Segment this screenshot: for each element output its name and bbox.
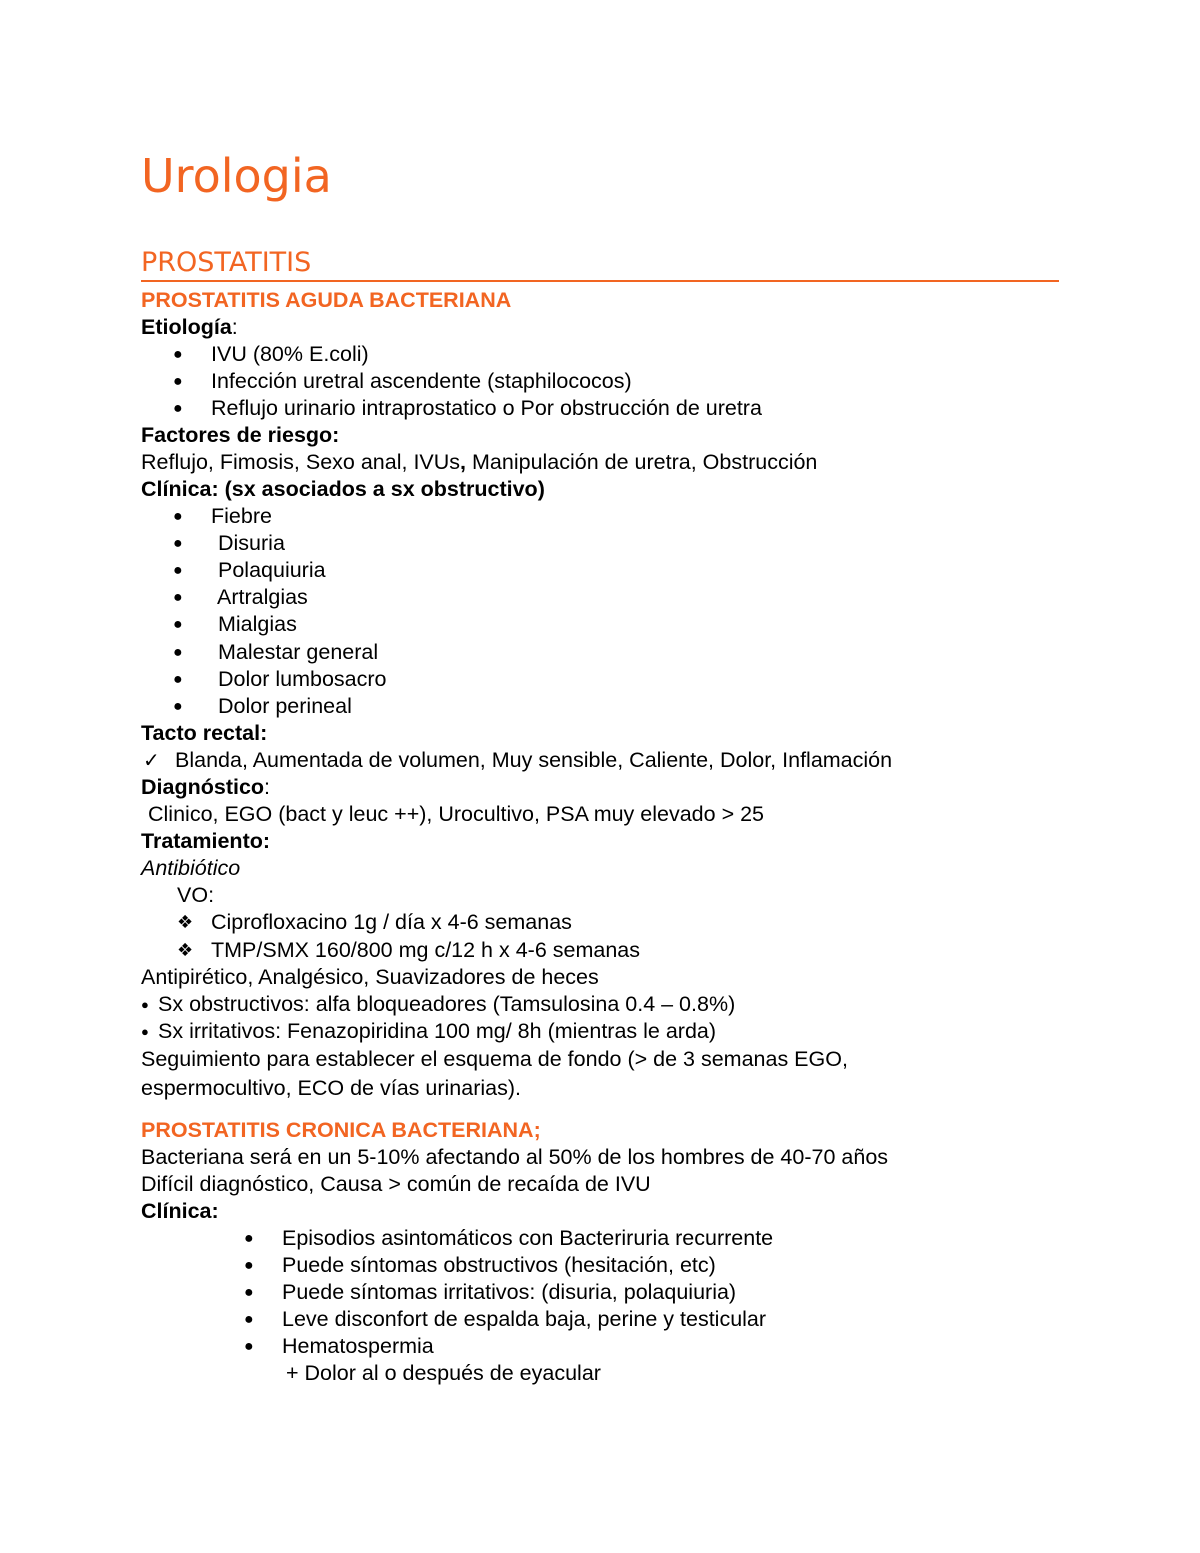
diagnostico-line [141, 774, 270, 801]
bullet-icon: ● [173, 644, 183, 661]
factores-text-a: Reflujo, Fimosis, Sexo anal, IVUs [141, 450, 461, 474]
subheading-aguda: PROSTATITIS AGUDA BACTERIANA [141, 288, 512, 312]
list-item: Leve disconfort de espalda baja, perine y testicular [282, 1307, 767, 1331]
list-item: Infección uretral ascendente (staphilococos) [211, 369, 632, 393]
list-item: Dolor perineal [218, 694, 352, 718]
bullet-icon: ● [244, 1284, 254, 1301]
list-item: Ciprofloxacino 1g / día x 4-6 semanas [211, 910, 572, 934]
bullet-icon: ● [141, 997, 149, 1012]
factores-comma: , [460, 450, 467, 474]
bullet-icon: ● [173, 589, 183, 606]
factores-text-b: Manipulación de uretra, Obstrucción [466, 450, 818, 474]
bullet-icon: ● [173, 562, 183, 579]
factores-label: Factores de riesgo: [141, 423, 340, 447]
list-item: Artralgias [217, 585, 308, 609]
checkmark-icon: ✓ [143, 748, 160, 772]
list-item: Reflujo urinario intraprostatico o Por obstrucción de uretra [211, 396, 762, 420]
tacto-text: Blanda, Aumentada de volumen, Muy sensible, Caliente, Dolor, Inflamación [175, 748, 893, 772]
tratamiento-label: Tratamiento: [141, 829, 271, 853]
bullet-icon: ● [173, 535, 183, 552]
bullet-icon: ● [173, 346, 183, 363]
list-item: Hematospermia [282, 1334, 434, 1358]
bullet-icon: ● [173, 373, 183, 390]
bullet-icon: ● [173, 698, 183, 715]
list-item: Puede síntomas obstructivos (hesitación, etc) [282, 1253, 716, 1277]
list-item: IVU (80% E.coli) [211, 342, 369, 366]
diagnostico-text: Clinico, EGO (bact y leuc ++), Urocultivo, PSA muy elevado > 25 [148, 802, 765, 826]
list-item: Episodios asintomáticos con Bacteriruria recurrente [282, 1226, 774, 1250]
bullet-icon: ● [244, 1230, 254, 1247]
list-item: Mialgias [218, 612, 297, 636]
bullet-icon: ● [244, 1338, 254, 1355]
diamond-bullet-icon: ❖ [177, 912, 194, 933]
list-item: Sx irritativos: Fenazopiridina 100 mg/ 8h (mientras le arda) [158, 1019, 717, 1043]
factores-text [141, 449, 817, 476]
bullet-icon: ● [173, 508, 183, 525]
seguimiento-line-2: espermocultivo, ECO de vías urinarias). [141, 1076, 521, 1100]
tacto-label: Tacto rectal: [141, 721, 268, 745]
list-item: TMP/SMX 160/800 mg c/12 h x 4-6 semanas [211, 938, 641, 962]
cronica-extra: + Dolor al o después de eyacular [286, 1361, 601, 1385]
list-item: Malestar general [218, 640, 379, 664]
antibiotico-text: Antibiótico [141, 856, 241, 880]
cronica-line-1: Bacteriana será en un 5-10% afectando al 50% de los hombres de 40-70 años [141, 1145, 889, 1169]
bullet-icon: ● [173, 616, 183, 633]
list-item: Dolor lumbosacro [218, 667, 387, 691]
vo-text: VO: [177, 883, 215, 907]
subheading-cronica: PROSTATITIS CRONICA BACTERIANA; [141, 1118, 541, 1142]
bullet-icon: ● [244, 1257, 254, 1274]
cronica-line-2: Difícil diagnóstico, Causa > común de recaída de IVU [141, 1172, 651, 1196]
list-item: Fiebre [211, 504, 272, 528]
document-title: Urologia [141, 149, 332, 203]
diamond-bullet-icon: ❖ [177, 940, 194, 961]
section-heading-prostatitis: PROSTATITIS [141, 247, 312, 278]
etiologia-line [141, 314, 238, 341]
etiologia-colon: : [231, 315, 238, 339]
seguimiento-line-1: Seguimiento para establecer el esquema de fondo (> de 3 semanas EGO, [141, 1047, 848, 1071]
bullet-icon: ● [244, 1311, 254, 1328]
section-rule [141, 280, 1059, 282]
bullet-icon: ● [141, 1024, 149, 1039]
bullet-icon: ● [173, 400, 183, 417]
cronica-clinica-label: Clínica: [141, 1199, 219, 1223]
list-item: Sx obstructivos: alfa bloqueadores (Tamsulosina 0.4 – 0.8%) [158, 992, 736, 1016]
list-item: Disuria [218, 531, 285, 555]
bullet-icon: ● [173, 671, 183, 688]
list-item: Puede síntomas irritativos: (disuria, polaquiuria) [282, 1280, 737, 1304]
clinica-label: Clínica: (sx asociados a sx obstructivo) [141, 477, 545, 501]
etiologia-label: Etiología [141, 315, 232, 339]
diagnostico-label: Diagnóstico [141, 775, 265, 799]
diagnostico-colon: : [264, 775, 271, 799]
list-item: Polaquiuria [218, 558, 326, 582]
antipiretico-text: Antipirético, Analgésico, Suavizadores de heces [141, 965, 599, 989]
